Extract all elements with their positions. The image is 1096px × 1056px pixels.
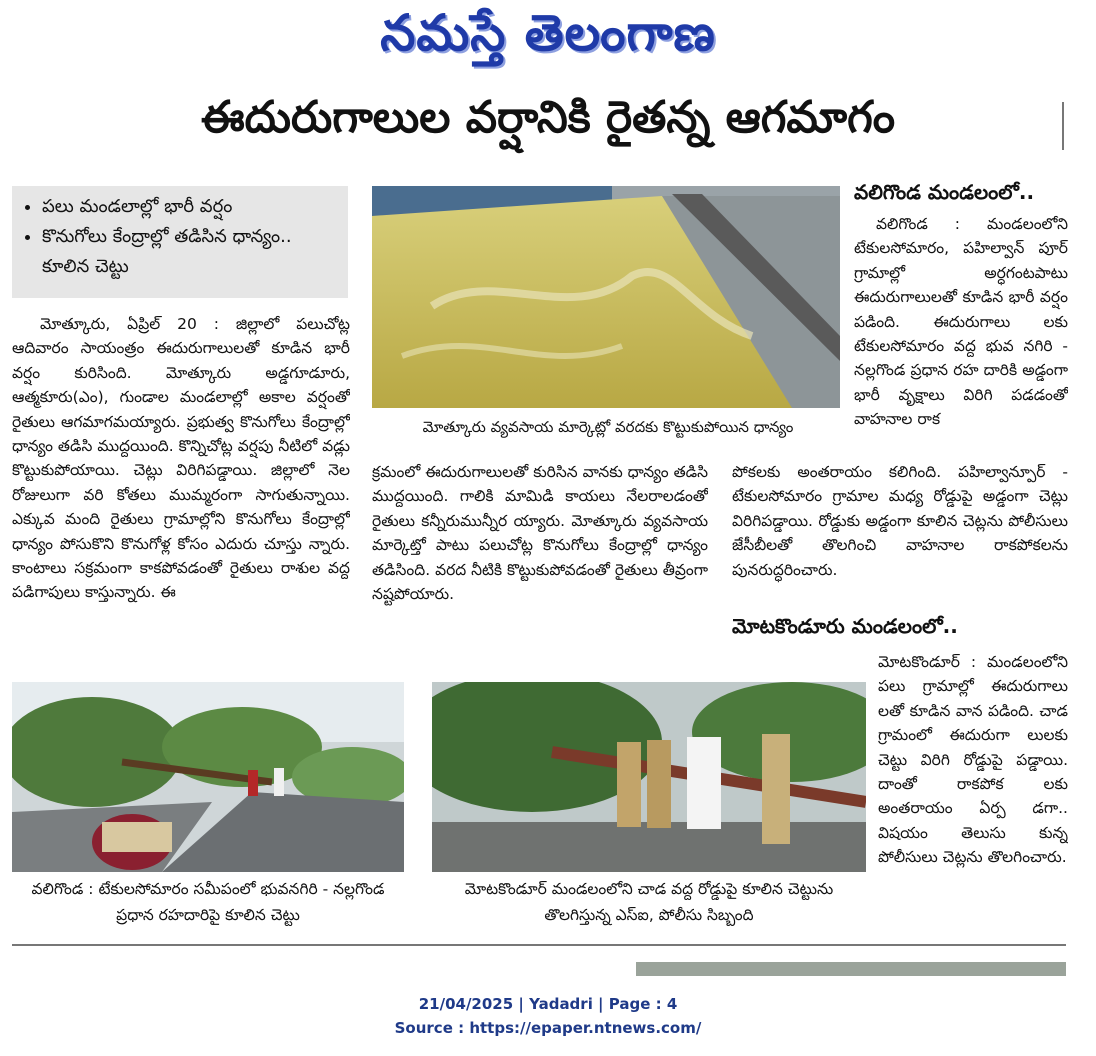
market-photo-caption: మోత్కూరు వ్యవసాయ మార్కెట్లో వరదకు కొట్టుకుపోయిన ధాన్యం [422,418,794,436]
chada-road-caption: మోటకొండూర్ మండలంలోని చాడ వద్ద రోడ్డుపై కూలిన చెట్టును తొలగిస్తున్న ఎస్ఐ, పోలీసు సిబ్బంది [464,880,834,924]
summary-box [12,186,348,298]
market-photo-image [372,186,840,408]
footer-source-line: Source : https://epaper.ntnews.com/ [394,1019,702,1037]
headline-divider [1062,102,1064,150]
valigonda-text: వలిగొండ : మండలంలోని టేకులసోమారం, పహిల్వాన్ పూర్ గ్రామాల్లో అర్ధగంటపాటు ఈదురుగాలులతో కూడిన భారీ వర్షం పడింది. ఈదురుగాలు లకు టేకులసోమారం వద్ద భువ నగిరి - నల్లగొండ ప్రధాన రహ దారికి అడ్డంగా భారీ వృక్షాలు విరిగి పడడంతో వాహనాల రాక [854,215,1068,429]
valigonda-text-continued: పోకలకు అంతరాయం కలిగింది. పహిల్వాన్పూర్ - టేకులసోమారం గ్రామాల మధ్య రోడ్డుపై అడ్డంగా చెట్లు విరిగిపడ్డాయి. రోడ్డుకు అడ్డంగా కూలిన చెట్లను పోలీసులు జేసీబీలతో తొలగించి వాహనాల రాకపోకలను పునరుద్ధరించారు. [732,463,1068,579]
motakondur-text: మోటకొండూర్ : మండలంలోని పలు గ్రామాల్లో ఈదురుగాలు లతో కూడిన వాన పడింది. చాడ గ్రామంలో ఈదురుగా లులకు చెట్టు విరిగి రోడ్డుపై పడ్డాయి. దాంతో రాకపోక లకు అంతరాయం ఏర్ప డగా.. విషయం తెలుసు కున్న పోలీసులు చెట్లను తొలగించారు. [878,653,1068,867]
summary-list [12,186,348,282]
valigonda-heading: వలిగొండ మండలంలో.. [854,180,1035,204]
summary-bullet: • కొనుగోలు కేంద్రాల్లో తడిసిన ధాన్యం.. కూలిన చెట్టు [42,222,338,282]
market-photo [372,186,840,408]
motakondur-heading: మోటకొండూరు మండలంలో.. [732,614,958,638]
article-bottom-rule [12,944,1066,946]
next-article-photo [636,962,1066,976]
valigonda-road-photo [12,682,404,872]
article-col1-text: మోత్కూరు, ఏప్రిల్ 20 : జిల్లాలో పలుచోట్ల ఆదివారం సాయంత్రం ఈదురుగాలులతో కూడిన భారీ వర్షం కురిసింది. మోత్కూరు అడ్డగూడూరు, ఆత్మకూరు(ఎం), గుండాల మండలాల్లో అకాల వర్షంతో రైతులు ఆగమాగమయ్యారు. ప్రభుత్వ కొనుగోలు కేంద్రాల్లో ధాన్యం తడిసి ముద్దయింది. కొన్నిచోట్ల వర్షపు నీటిలో వడ్లు కొట్టుకుపోయాయి. చెట్లు విరిగిపడ్డాయి. జిల్లాలో నెల రోజులుగా వరి కోతలు ముమ్మరంగా సాగుతున్నాయి. ఎక్కువ మంది రైతులు గ్రామాల్లోని కొనుగోలు కేంద్రాల్లో ధాన్యం పోసుకొని కొనుగోళ్ల కోసం ఎదురు చూస్తు న్నారు. కాంటాలు సక్రమంగా కాకపోవడంతో రైతులు రాశుల వద్ద పడిగాపులు కాస్తున్నారు. ఈ [12,315,350,602]
summary-bullet: • పలు మండలాల్లో భారీ వర్షం [42,192,338,222]
headline: ఈదురుగాలుల వర్షానికి రైతన్న ఆగమాగం [200,92,896,143]
chada-road-photo [432,682,866,872]
valigonda-road-caption: వలిగొండ : టేకులసోమారం సమీపంలో భువనగిరి - నల్లగొండ ప్రధాన రహదారిపై కూలిన చెట్టు [31,880,385,924]
article-col2-text: క్రమంలో ఈదురుగాలులతో కురిసిన వానకు ధాన్యం తడిసి ముద్దయింది. గాలికి మామిడి కాయలు నేలరాలడంతో రైతులు కన్నీరుమున్నీర య్యారు. మోత్కూరు వ్యవసాయ మార్కెట్తో పాటు పలుచోట్ల కొనుగోలు కేంద్రాల్లో ధాన్యం తడిసింది. వరద నీటికి కొట్టుకుపోవడంతో రైతులు తీవ్రంగా నష్టపోయారు. [372,463,708,604]
chada-road-image [432,682,866,872]
page-footer [0,992,1096,1040]
footer-date-line: 21/04/2025 | Yadadri | Page : 4 [418,995,678,1013]
masthead-logo: నమస్తే తెలంగాణ [380,4,716,62]
valigonda-road-image [12,682,404,872]
